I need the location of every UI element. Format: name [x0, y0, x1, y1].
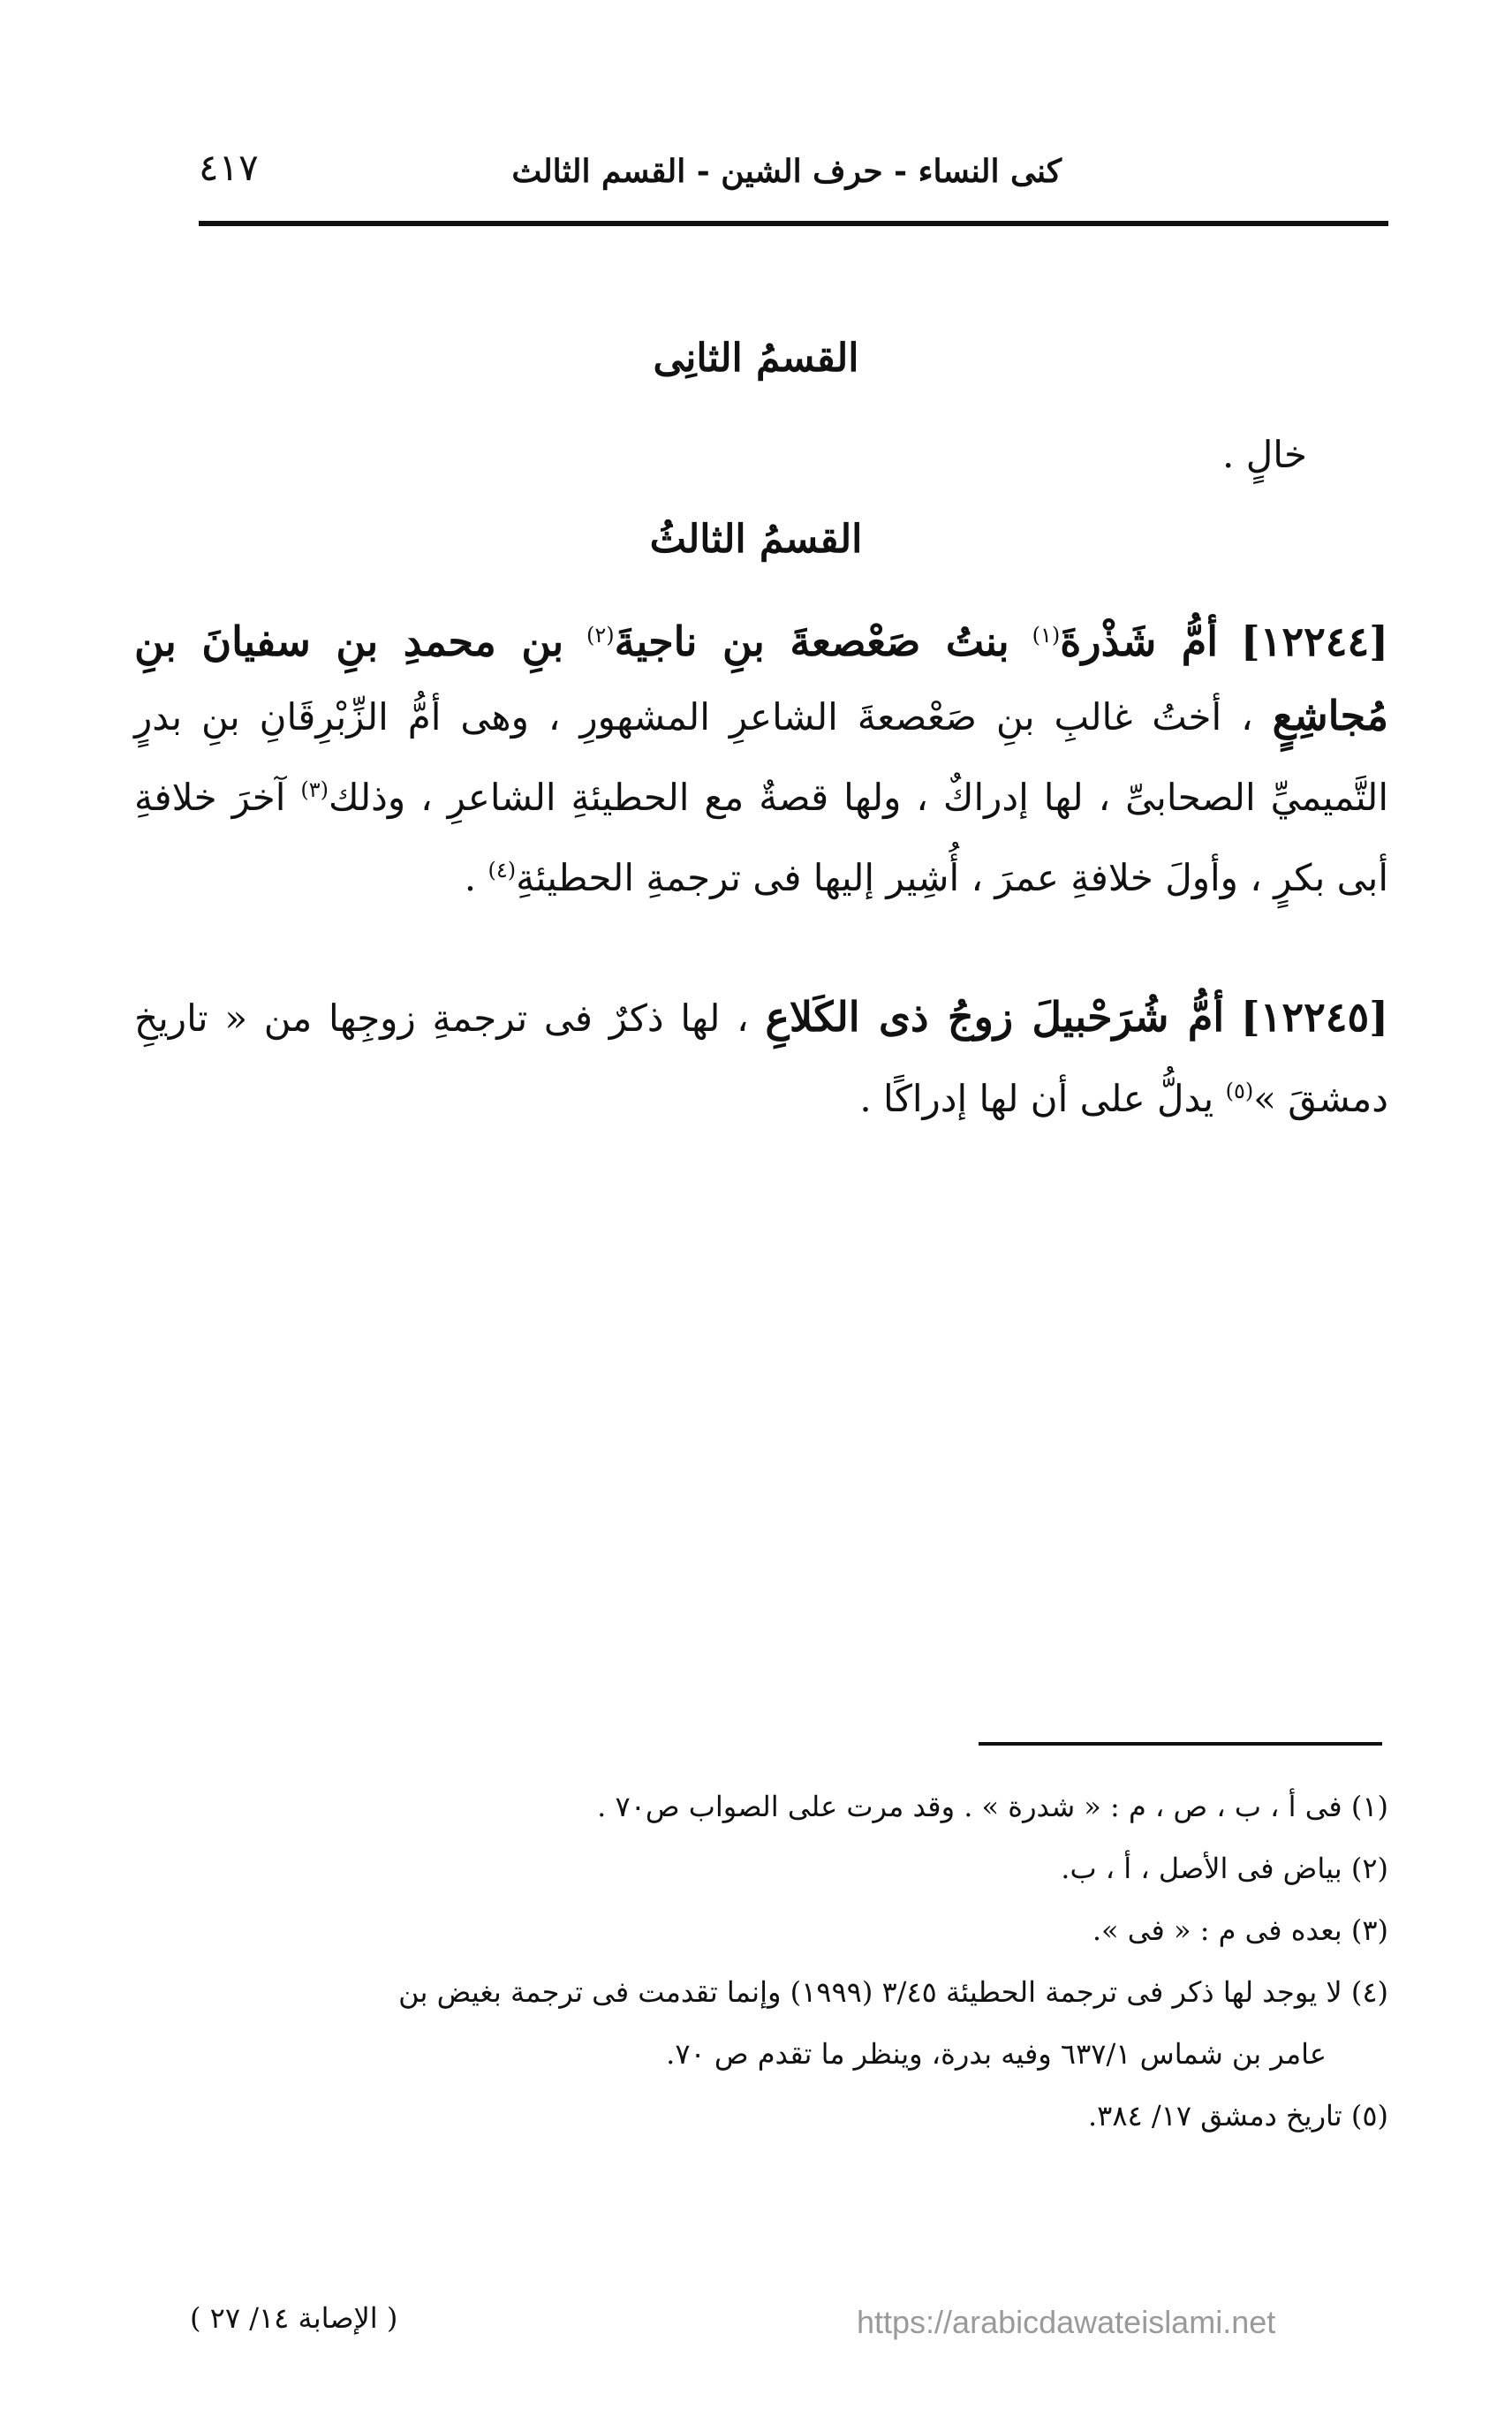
entry-number: [١٢٢٤٤]: [1240, 617, 1388, 665]
running-header: [199, 146, 1388, 208]
section-two-heading: القسمُ الثانِى: [653, 336, 859, 381]
watermark-url: https://arabicdawateislami.net: [857, 2304, 1276, 2340]
header-divider: [199, 221, 1388, 226]
footnote-2: (٢) بياض فى الأصل ، أ ، ب.: [1061, 1852, 1388, 1885]
entry-12244: [134, 599, 1388, 914]
footnote-ref: (٣): [300, 777, 329, 802]
entry-text: آخرَ خلافةِ أبى بكرٍ ، وأولَ خلافةِ عمرَ ، أُشِير إليها فى ترجمةِ الحطيئةِ: [134, 776, 1388, 899]
footnotes: [134, 1776, 1388, 2147]
entry-name: أمُّ شُرَحْبيلَ زوجُ ذى الكَلاعِ: [765, 993, 1225, 1041]
entry-text: ، أختُ غالبِ بنِ صَعْصعةَ الشاعرِ المشهورِ ، وهى أمُّ الزِّبْرِقَانِ بنِ بدرٍ التَّميميِّ الصحابىِّ ، لها إدراكٌ ، ولها قصةٌ مع الحطيئةِ الشاعرِ ، وذلك: [134, 695, 1388, 819]
footnote-5: (٥) تاريخ دمشق ١٧/ ٣٨٤.: [1087, 2099, 1388, 2132]
footnote-1: (١) فى أ ، ب ، ص ، م : « شدرة » . وقد مرت على الصواب ص٧٠ .: [597, 1790, 1388, 1823]
entry-12245: [134, 981, 1388, 1135]
section-three-heading: القسمُ الثالثُ: [649, 517, 863, 562]
footnote-ref: (٢): [586, 623, 615, 648]
header-title: كنى النساء - حرف الشين - القسم الثالث: [511, 153, 1062, 190]
footnote-ref: (٤): [488, 858, 517, 883]
page-number: ٤١٧: [199, 146, 259, 189]
footnote-4: (٤) لا يوجد لها ذكر فى ترجمة الحطيئة ٣/٤٥ (١٩٩٩) وإنما تقدمت فى ترجمة بغيض بن: [398, 1975, 1388, 2009]
footnote-3: (٣) بعده فى م : « فى ».: [1092, 1913, 1388, 1947]
entry-text: .: [464, 856, 477, 899]
entry-name: أمُّ شَذْرةَ: [1060, 617, 1219, 665]
section-two-empty-note: خالٍ .: [1222, 433, 1307, 476]
entry-text: يدلُّ على أن لها إدراكًا .: [859, 1077, 1214, 1120]
entry-lineage: بنتُ صَعْصعةَ بنِ ناجيةَ: [614, 617, 1009, 665]
entry-text: ، لها ذكرٌ فى ترجمةِ زوجِها من « تاريخِ دمشقَ »: [134, 996, 1388, 1120]
volume-reference: ( الإصابة ١٤/ ٢٧ ): [190, 2301, 398, 2335]
entry-lineage-cont: بنِ محمدِ بنِ سفيانَ بنِ مُجاشِعٍ: [134, 617, 1388, 739]
entry-number: [١٢٢٤٥]: [1240, 993, 1388, 1041]
footnote-ref: (١): [1032, 623, 1061, 648]
footnote-ref: (٥): [1225, 1079, 1254, 1103]
footnote-4-continued: عامر بن شماس ٦٣٧/١ وفيه بدرة، وينظر ما تقدم ص ٧٠.: [666, 2037, 1327, 2071]
footnote-divider: [979, 1742, 1382, 1746]
